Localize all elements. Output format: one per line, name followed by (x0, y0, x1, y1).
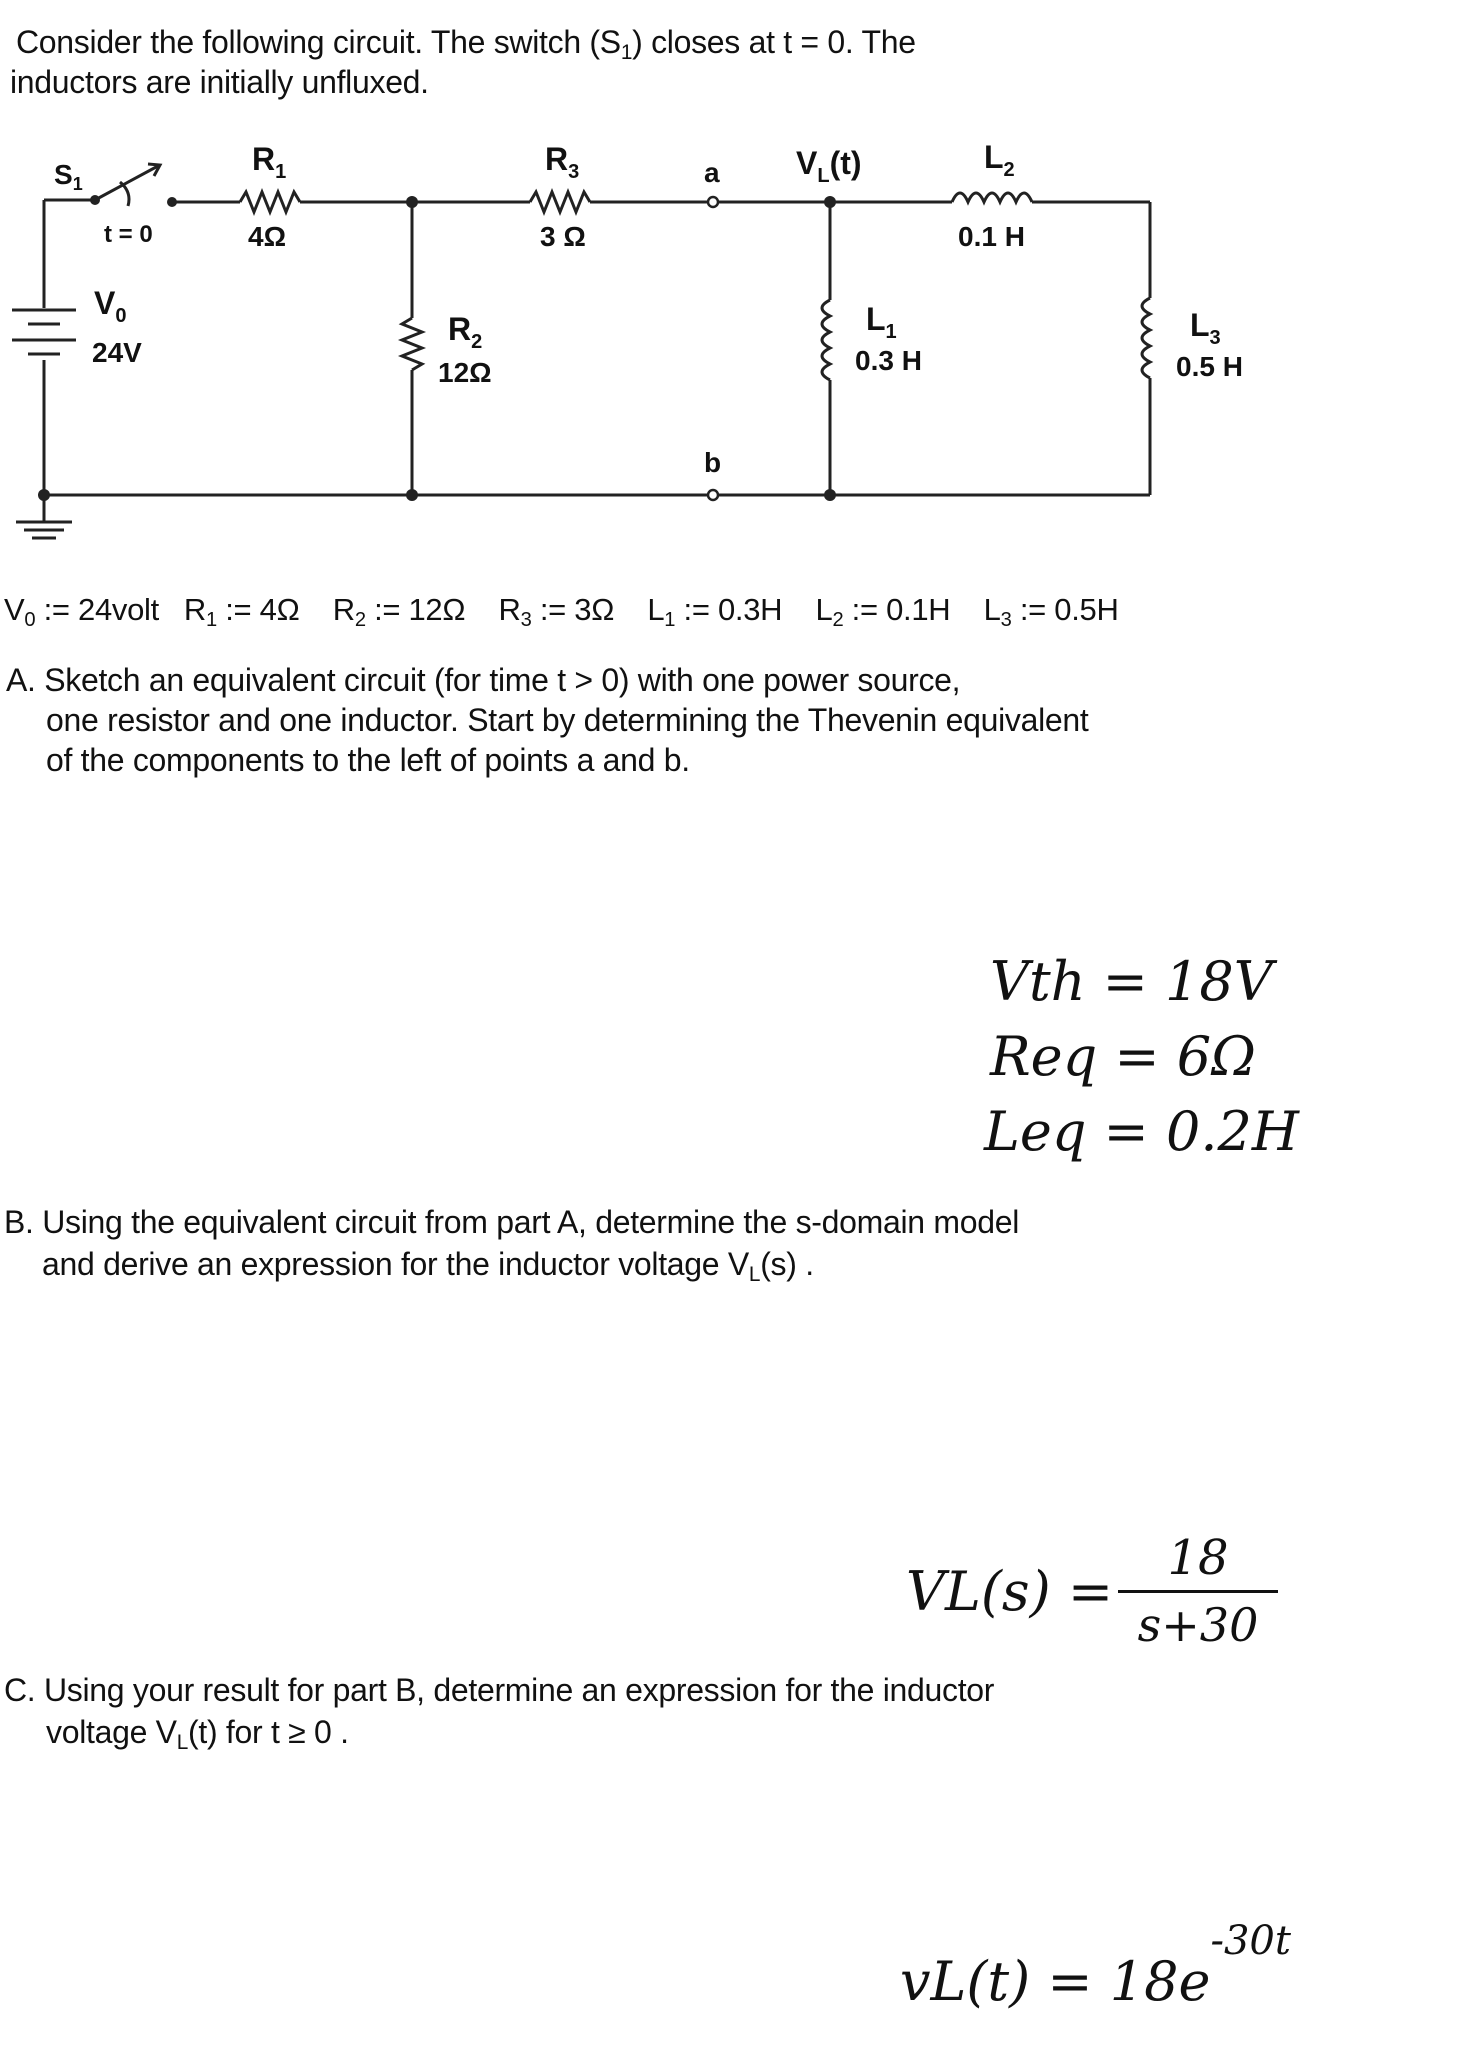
l2-label: $L_2$ (984, 139, 1015, 181)
part-a-line-1: A. Sketch an equivalent circuit (for time t > 0) with one power source, (6, 662, 961, 698)
terminal-a (708, 197, 718, 207)
part-a-line-3: of the components to the left of points a and b. (46, 742, 690, 778)
node-bottom-l1 (824, 489, 836, 501)
inductor-l1 (822, 300, 830, 380)
r2-label: $R_2$ (448, 311, 483, 353)
r1-label: $R_1$ (252, 141, 287, 183)
resistor-r1 (240, 192, 300, 212)
node-bottom-left (38, 489, 50, 501)
l2-value: 0.1 H (958, 221, 1025, 252)
l1-value: 0.3 H (855, 345, 922, 376)
node-top-l1 (824, 196, 836, 208)
inductor-l2 (952, 193, 1032, 202)
part-c-line-1: C. Using your result for part B, determine an expression for the inductor (4, 1672, 995, 1708)
answer-leq: Leq = 0.2H (984, 1100, 1299, 1163)
value-v0: $V_0$ := 24volt (4, 592, 159, 632)
r1-value: 4Ω (248, 221, 287, 252)
answer-vls-numerator: 18 (1167, 1530, 1229, 1586)
part-b-line-2: and derive an expression for the inductor voltage $V_L(s)$ . (42, 1246, 814, 1287)
values-line (4, 590, 1119, 640)
answer-req: Req = 6Ω (990, 1025, 1256, 1088)
resistor-r2 (402, 318, 422, 370)
intro-line-2: inductors are initially unfluxed. (10, 64, 429, 100)
terminal-b (708, 490, 718, 500)
source-label: $V_0$ (94, 285, 127, 327)
l1-label: $L_1$ (866, 301, 897, 343)
answer-vls-denominator: s+30 (1137, 1598, 1259, 1652)
node-bottom-r2 (406, 489, 418, 501)
value-l1: $L_1$ := 0.3H (647, 592, 783, 632)
answer-vls-lhs: VL(s) = (906, 1560, 1114, 1623)
value-l3: $L_3$ := 0.5H (983, 592, 1119, 632)
answer-vlt-exponent: -30t (1210, 1918, 1291, 1964)
intro-line-1: Consider the following circuit. The switch $(S_1)$ closes at t = 0. The (16, 24, 916, 65)
value-r2: $R_2$ := 12Ω (332, 592, 466, 632)
node-top-r2 (406, 196, 418, 208)
resistor-r3 (530, 192, 590, 212)
part-a-line-2: one resistor and one inductor. Start by determining the Thevenin equivalent (46, 702, 1089, 738)
answer-vls-fraction (1118, 1528, 1278, 1655)
answer-vth: Vth = 18V (990, 950, 1273, 1013)
r2-value: 12Ω (438, 357, 492, 388)
part-c-line-2: voltage $V_L(t)$ for t ≥ 0 . (46, 1714, 349, 1755)
value-l2: $L_2$ := 0.1H (815, 592, 951, 632)
l3-value: 0.5 H (1176, 351, 1243, 382)
switch-blade (95, 166, 158, 200)
node-switch-contact (167, 197, 177, 207)
r3-value: 3 Ω (540, 221, 586, 252)
node-a-label: a (704, 157, 720, 188)
value-r1: $R_1$ := 4Ω (183, 592, 300, 632)
inductor-l3 (1142, 298, 1150, 378)
l3-label: $L_3$ (1190, 307, 1221, 349)
part-b-line-1: B. Using the equivalent circuit from part A, determine the s-domain model (4, 1204, 1020, 1240)
value-r3: $R_3$ := 3Ω (498, 592, 615, 632)
r3-label: $R_3$ (545, 141, 580, 183)
answer-vlt: $vL(t) = 18e^{-30t}$ (900, 1918, 1291, 2013)
node-switch-pivot (90, 195, 100, 205)
switch-label: $S_1$ (54, 159, 83, 194)
node-b-label: b (704, 447, 722, 478)
vl-label: $V_L(t)$ (796, 145, 862, 187)
fraction-bar (1118, 1590, 1278, 1593)
source-value: 24V (92, 337, 142, 368)
switch-time-label: t = 0 (104, 221, 153, 248)
